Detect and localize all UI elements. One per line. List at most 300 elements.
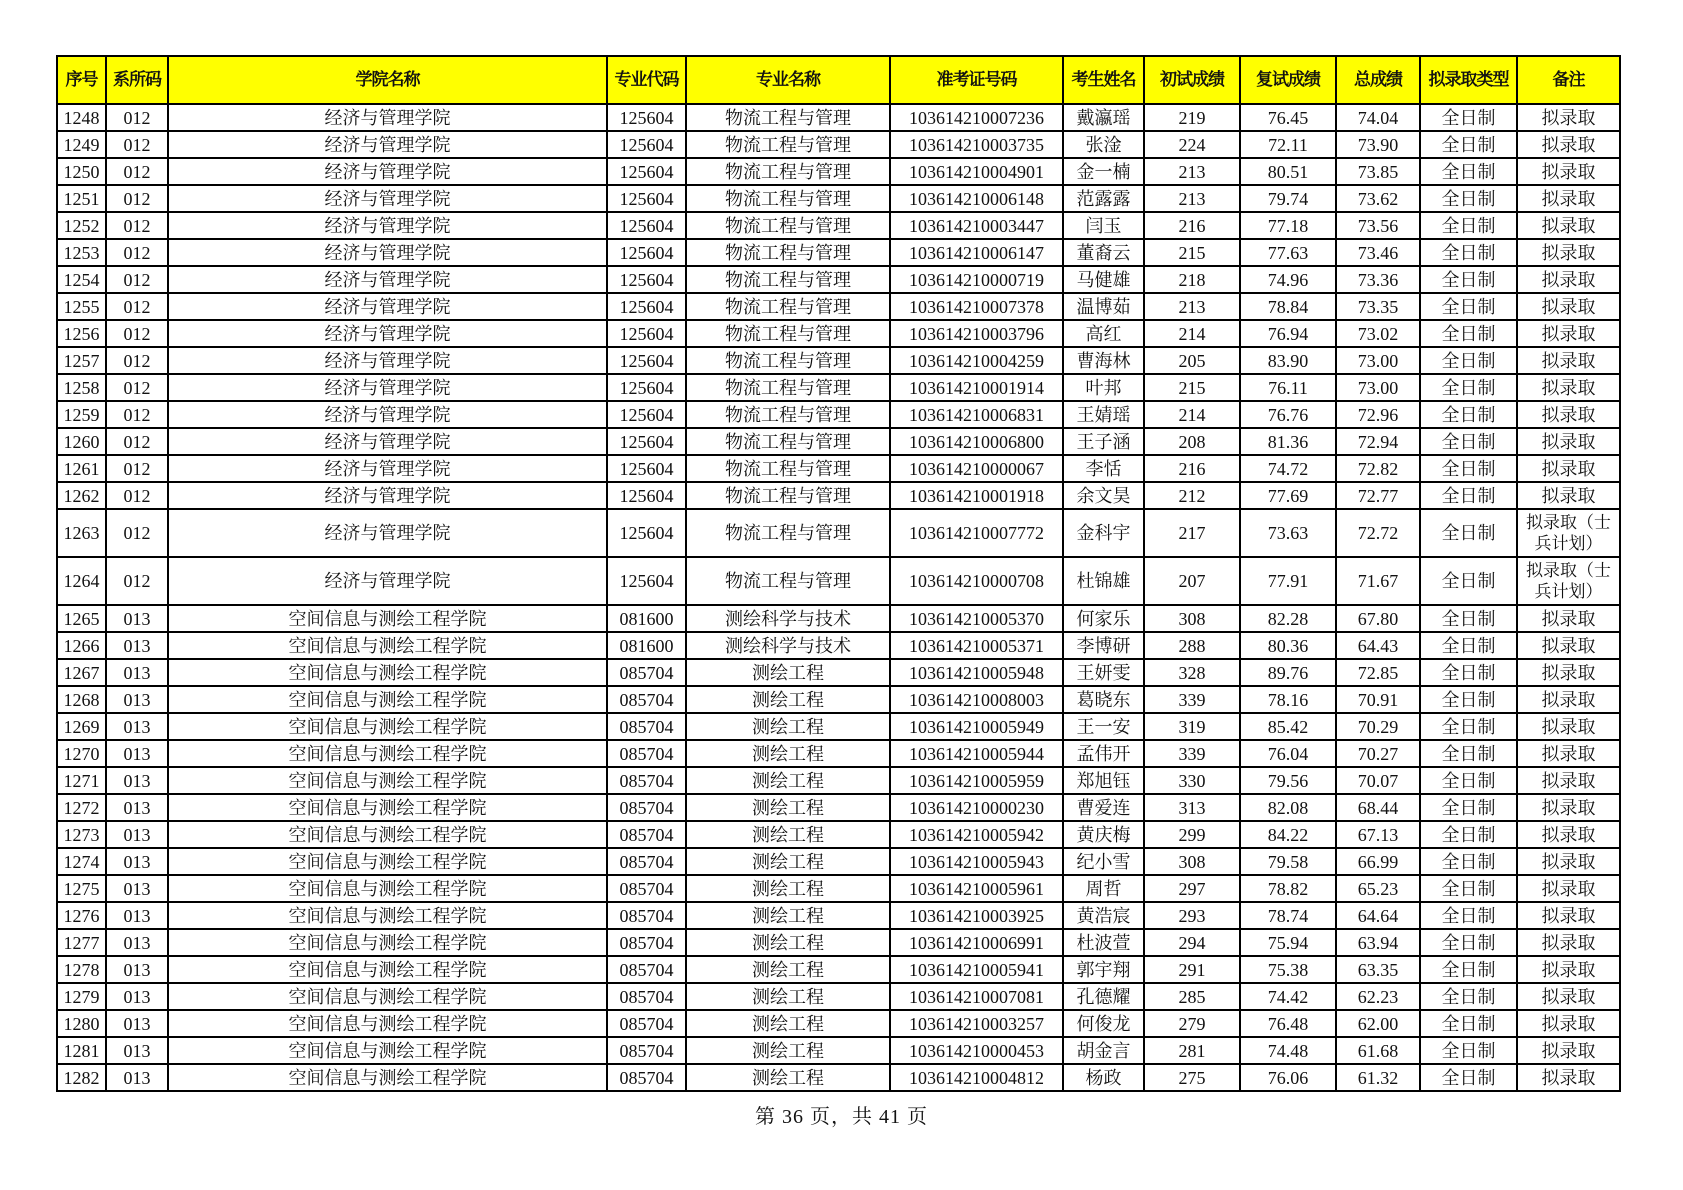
- cell-student-name: 葛晓东: [1063, 686, 1144, 713]
- cell-college-name: 经济与管理学院: [168, 509, 607, 557]
- cell-retest-score: 76.48: [1240, 1010, 1336, 1037]
- cell-total-score: 63.94: [1336, 929, 1420, 956]
- cell-student-name: 何俊龙: [1063, 1010, 1144, 1037]
- cell-dept-code: 013: [106, 740, 168, 767]
- cell-seq: 1267: [57, 659, 106, 686]
- table-row: [57, 902, 1620, 929]
- header-exam-id: 准考证号码: [890, 56, 1063, 104]
- table-row: [57, 875, 1620, 902]
- cell-admission-type: 全日制: [1420, 239, 1517, 266]
- cell-dept-code: 012: [106, 509, 168, 557]
- cell-admission-type: 全日制: [1420, 929, 1517, 956]
- cell-student-name: 黄浩宸: [1063, 902, 1144, 929]
- cell-total-score: 62.23: [1336, 983, 1420, 1010]
- cell-exam-id: 103614210001918: [890, 482, 1063, 509]
- cell-retest-score: 77.18: [1240, 212, 1336, 239]
- cell-admission-type: 全日制: [1420, 875, 1517, 902]
- table-row: [57, 185, 1620, 212]
- cell-total-score: 72.94: [1336, 428, 1420, 455]
- cell-exam-id: 103614210005370: [890, 605, 1063, 632]
- cell-major-code: 085704: [607, 956, 686, 983]
- cell-admission-type: 全日制: [1420, 1064, 1517, 1091]
- cell-remark: 拟录取: [1517, 455, 1620, 482]
- cell-student-name: 周哲: [1063, 875, 1144, 902]
- cell-major-code: 125604: [607, 347, 686, 374]
- cell-seq: 1248: [57, 104, 106, 131]
- cell-college-name: 空间信息与测绘工程学院: [168, 848, 607, 875]
- cell-major-code: 125604: [607, 428, 686, 455]
- cell-total-score: 73.00: [1336, 374, 1420, 401]
- cell-student-name: 王妍雯: [1063, 659, 1144, 686]
- cell-exam-id: 103614210004259: [890, 347, 1063, 374]
- cell-major-name: 物流工程与管理: [686, 212, 890, 239]
- cell-major-name: 测绘工程: [686, 821, 890, 848]
- cell-initial-score: 205: [1144, 347, 1240, 374]
- cell-total-score: 73.35: [1336, 293, 1420, 320]
- cell-initial-score: 207: [1144, 557, 1240, 605]
- cell-admission-type: 全日制: [1420, 293, 1517, 320]
- cell-initial-score: 328: [1144, 659, 1240, 686]
- cell-total-score: 71.67: [1336, 557, 1420, 605]
- cell-retest-score: 80.51: [1240, 158, 1336, 185]
- cell-major-code: 125604: [607, 557, 686, 605]
- cell-dept-code: 013: [106, 902, 168, 929]
- cell-total-score: 61.68: [1336, 1037, 1420, 1064]
- cell-student-name: 杜锦雄: [1063, 557, 1144, 605]
- cell-college-name: 空间信息与测绘工程学院: [168, 740, 607, 767]
- cell-seq: 1278: [57, 956, 106, 983]
- cell-seq: 1282: [57, 1064, 106, 1091]
- cell-major-code: 085704: [607, 713, 686, 740]
- table-row: [57, 1064, 1620, 1091]
- cell-retest-score: 77.91: [1240, 557, 1336, 605]
- cell-dept-code: 012: [106, 455, 168, 482]
- cell-admission-type: 全日制: [1420, 557, 1517, 605]
- cell-student-name: 郭宇翔: [1063, 956, 1144, 983]
- cell-major-code: 085704: [607, 902, 686, 929]
- admission-table: [56, 55, 1621, 1092]
- cell-total-score: 73.56: [1336, 212, 1420, 239]
- cell-college-name: 经济与管理学院: [168, 557, 607, 605]
- table-row: [57, 1037, 1620, 1064]
- cell-admission-type: 全日制: [1420, 347, 1517, 374]
- cell-seq: 1260: [57, 428, 106, 455]
- cell-retest-score: 84.22: [1240, 821, 1336, 848]
- cell-seq: 1276: [57, 902, 106, 929]
- cell-exam-id: 103614210007236: [890, 104, 1063, 131]
- cell-total-score: 72.82: [1336, 455, 1420, 482]
- cell-dept-code: 012: [106, 131, 168, 158]
- cell-college-name: 空间信息与测绘工程学院: [168, 794, 607, 821]
- cell-exam-id: 103614210005941: [890, 956, 1063, 983]
- cell-exam-id: 103614210007378: [890, 293, 1063, 320]
- cell-dept-code: 013: [106, 659, 168, 686]
- cell-total-score: 67.80: [1336, 605, 1420, 632]
- cell-admission-type: 全日制: [1420, 374, 1517, 401]
- cell-retest-score: 80.36: [1240, 632, 1336, 659]
- cell-major-code: 085704: [607, 1010, 686, 1037]
- cell-initial-score: 308: [1144, 848, 1240, 875]
- cell-major-name: 测绘工程: [686, 713, 890, 740]
- cell-major-code: 125604: [607, 239, 686, 266]
- cell-admission-type: 全日制: [1420, 482, 1517, 509]
- cell-total-score: 73.90: [1336, 131, 1420, 158]
- cell-college-name: 空间信息与测绘工程学院: [168, 767, 607, 794]
- cell-exam-id: 103614210006991: [890, 929, 1063, 956]
- cell-exam-id: 103614210000708: [890, 557, 1063, 605]
- cell-retest-score: 79.56: [1240, 767, 1336, 794]
- table-row: [57, 794, 1620, 821]
- cell-college-name: 经济与管理学院: [168, 401, 607, 428]
- cell-student-name: 黄庆梅: [1063, 821, 1144, 848]
- header-total-score: 总成绩: [1336, 56, 1420, 104]
- cell-dept-code: 013: [106, 848, 168, 875]
- cell-college-name: 空间信息与测绘工程学院: [168, 686, 607, 713]
- cell-exam-id: 103614210005944: [890, 740, 1063, 767]
- cell-remark: 拟录取: [1517, 104, 1620, 131]
- cell-total-score: 73.02: [1336, 320, 1420, 347]
- cell-remark: 拟录取: [1517, 212, 1620, 239]
- cell-college-name: 空间信息与测绘工程学院: [168, 713, 607, 740]
- cell-major-name: 测绘科学与技术: [686, 605, 890, 632]
- cell-retest-score: 74.72: [1240, 455, 1336, 482]
- cell-remark: 拟录取: [1517, 401, 1620, 428]
- cell-initial-score: 281: [1144, 1037, 1240, 1064]
- cell-major-code: 085704: [607, 767, 686, 794]
- cell-initial-score: 313: [1144, 794, 1240, 821]
- cell-major-code: 125604: [607, 212, 686, 239]
- cell-major-name: 物流工程与管理: [686, 455, 890, 482]
- cell-retest-score: 75.94: [1240, 929, 1336, 956]
- cell-initial-score: 219: [1144, 104, 1240, 131]
- cell-remark: 拟录取: [1517, 347, 1620, 374]
- cell-student-name: 金一楠: [1063, 158, 1144, 185]
- cell-remark: 拟录取: [1517, 713, 1620, 740]
- cell-seq: 1252: [57, 212, 106, 239]
- cell-college-name: 空间信息与测绘工程学院: [168, 875, 607, 902]
- cell-major-name: 物流工程与管理: [686, 158, 890, 185]
- cell-exam-id: 103614210006148: [890, 185, 1063, 212]
- cell-initial-score: 213: [1144, 158, 1240, 185]
- cell-major-code: 085704: [607, 1037, 686, 1064]
- cell-college-name: 经济与管理学院: [168, 239, 607, 266]
- cell-student-name: 马健雄: [1063, 266, 1144, 293]
- cell-student-name: 闫玉: [1063, 212, 1144, 239]
- cell-seq: 1279: [57, 983, 106, 1010]
- cell-seq: 1255: [57, 293, 106, 320]
- cell-admission-type: 全日制: [1420, 740, 1517, 767]
- cell-retest-score: 77.63: [1240, 239, 1336, 266]
- cell-major-name: 物流工程与管理: [686, 185, 890, 212]
- cell-exam-id: 103614210005959: [890, 767, 1063, 794]
- cell-student-name: 叶邦: [1063, 374, 1144, 401]
- cell-admission-type: 全日制: [1420, 794, 1517, 821]
- cell-college-name: 经济与管理学院: [168, 158, 607, 185]
- cell-seq: 1269: [57, 713, 106, 740]
- table-row: [57, 632, 1620, 659]
- cell-major-name: 物流工程与管理: [686, 239, 890, 266]
- cell-major-name: 物流工程与管理: [686, 266, 890, 293]
- header-college-name: 学院名称: [168, 56, 607, 104]
- cell-dept-code: 013: [106, 983, 168, 1010]
- cell-admission-type: 全日制: [1420, 956, 1517, 983]
- cell-remark: 拟录取: [1517, 293, 1620, 320]
- header-remark: 备注: [1517, 56, 1620, 104]
- table-row: [57, 659, 1620, 686]
- cell-college-name: 经济与管理学院: [168, 212, 607, 239]
- cell-admission-type: 全日制: [1420, 131, 1517, 158]
- cell-initial-score: 299: [1144, 821, 1240, 848]
- cell-major-name: 物流工程与管理: [686, 104, 890, 131]
- cell-admission-type: 全日制: [1420, 686, 1517, 713]
- cell-seq: 1250: [57, 158, 106, 185]
- cell-major-code: 085704: [607, 821, 686, 848]
- table-row: [57, 605, 1620, 632]
- table-row: [57, 212, 1620, 239]
- cell-major-code: 125604: [607, 131, 686, 158]
- cell-retest-score: 78.84: [1240, 293, 1336, 320]
- cell-remark: 拟录取: [1517, 956, 1620, 983]
- cell-student-name: 杨政: [1063, 1064, 1144, 1091]
- cell-seq: 1271: [57, 767, 106, 794]
- cell-initial-score: 216: [1144, 455, 1240, 482]
- cell-total-score: 64.43: [1336, 632, 1420, 659]
- cell-major-code: 125604: [607, 104, 686, 131]
- cell-major-code: 125604: [607, 401, 686, 428]
- cell-admission-type: 全日制: [1420, 848, 1517, 875]
- cell-remark: 拟录取: [1517, 131, 1620, 158]
- cell-exam-id: 103614210006831: [890, 401, 1063, 428]
- cell-remark: 拟录取: [1517, 767, 1620, 794]
- header-retest-score: 复试成绩: [1240, 56, 1336, 104]
- cell-initial-score: 216: [1144, 212, 1240, 239]
- table-row: [57, 821, 1620, 848]
- cell-seq: 1264: [57, 557, 106, 605]
- cell-retest-score: 76.04: [1240, 740, 1336, 767]
- cell-dept-code: 013: [106, 875, 168, 902]
- cell-initial-score: 330: [1144, 767, 1240, 794]
- table-row: [57, 1010, 1620, 1037]
- cell-exam-id: 103614210000719: [890, 266, 1063, 293]
- table-row: [57, 266, 1620, 293]
- cell-seq: 1273: [57, 821, 106, 848]
- cell-total-score: 72.77: [1336, 482, 1420, 509]
- cell-remark: 拟录取: [1517, 740, 1620, 767]
- cell-dept-code: 012: [106, 212, 168, 239]
- cell-major-name: 测绘工程: [686, 1010, 890, 1037]
- table-row: [57, 428, 1620, 455]
- cell-major-name: 物流工程与管理: [686, 401, 890, 428]
- table-row: [57, 347, 1620, 374]
- cell-major-name: 测绘工程: [686, 1064, 890, 1091]
- cell-student-name: 董裔云: [1063, 239, 1144, 266]
- cell-remark: 拟录取: [1517, 659, 1620, 686]
- cell-seq: 1265: [57, 605, 106, 632]
- cell-major-code: 085704: [607, 848, 686, 875]
- cell-initial-score: 297: [1144, 875, 1240, 902]
- cell-major-name: 测绘工程: [686, 686, 890, 713]
- cell-seq: 1254: [57, 266, 106, 293]
- cell-dept-code: 012: [106, 239, 168, 266]
- cell-total-score: 73.85: [1336, 158, 1420, 185]
- cell-college-name: 空间信息与测绘工程学院: [168, 1010, 607, 1037]
- cell-remark: 拟录取: [1517, 605, 1620, 632]
- cell-exam-id: 103614210007772: [890, 509, 1063, 557]
- cell-admission-type: 全日制: [1420, 455, 1517, 482]
- cell-total-score: 70.29: [1336, 713, 1420, 740]
- cell-initial-score: 339: [1144, 686, 1240, 713]
- cell-retest-score: 77.69: [1240, 482, 1336, 509]
- cell-remark: 拟录取: [1517, 632, 1620, 659]
- cell-retest-score: 74.48: [1240, 1037, 1336, 1064]
- cell-retest-score: 82.28: [1240, 605, 1336, 632]
- cell-major-code: 081600: [607, 605, 686, 632]
- cell-total-score: 70.07: [1336, 767, 1420, 794]
- cell-student-name: 孟伟开: [1063, 740, 1144, 767]
- cell-student-name: 何家乐: [1063, 605, 1144, 632]
- cell-initial-score: 339: [1144, 740, 1240, 767]
- table-row: [57, 158, 1620, 185]
- cell-dept-code: 013: [106, 632, 168, 659]
- cell-major-code: 125604: [607, 293, 686, 320]
- cell-college-name: 空间信息与测绘工程学院: [168, 902, 607, 929]
- cell-seq: 1280: [57, 1010, 106, 1037]
- cell-college-name: 空间信息与测绘工程学院: [168, 1037, 607, 1064]
- cell-college-name: 空间信息与测绘工程学院: [168, 983, 607, 1010]
- cell-initial-score: 213: [1144, 293, 1240, 320]
- cell-student-name: 胡金言: [1063, 1037, 1144, 1064]
- cell-retest-score: 73.63: [1240, 509, 1336, 557]
- cell-college-name: 空间信息与测绘工程学院: [168, 929, 607, 956]
- cell-admission-type: 全日制: [1420, 605, 1517, 632]
- cell-retest-score: 76.76: [1240, 401, 1336, 428]
- cell-student-name: 戴瀛瑶: [1063, 104, 1144, 131]
- cell-student-name: 曹爱连: [1063, 794, 1144, 821]
- cell-total-score: 61.32: [1336, 1064, 1420, 1091]
- cell-student-name: 纪小雪: [1063, 848, 1144, 875]
- table-row: [57, 848, 1620, 875]
- cell-exam-id: 103614210008003: [890, 686, 1063, 713]
- cell-major-name: 测绘工程: [686, 767, 890, 794]
- cell-seq: 1256: [57, 320, 106, 347]
- cell-retest-score: 85.42: [1240, 713, 1336, 740]
- table-row: [57, 320, 1620, 347]
- cell-seq: 1259: [57, 401, 106, 428]
- cell-major-name: 测绘工程: [686, 983, 890, 1010]
- cell-seq: 1275: [57, 875, 106, 902]
- cell-student-name: 王一安: [1063, 713, 1144, 740]
- cell-college-name: 经济与管理学院: [168, 104, 607, 131]
- cell-dept-code: 013: [106, 794, 168, 821]
- table-row: [57, 713, 1620, 740]
- cell-major-code: 125604: [607, 509, 686, 557]
- cell-seq: 1249: [57, 131, 106, 158]
- table-row: [57, 557, 1620, 605]
- cell-retest-score: 76.94: [1240, 320, 1336, 347]
- cell-college-name: 空间信息与测绘工程学院: [168, 1064, 607, 1091]
- cell-major-name: 物流工程与管理: [686, 509, 890, 557]
- cell-total-score: 72.85: [1336, 659, 1420, 686]
- cell-total-score: 67.13: [1336, 821, 1420, 848]
- cell-total-score: 68.44: [1336, 794, 1420, 821]
- cell-admission-type: 全日制: [1420, 158, 1517, 185]
- header-major-name: 专业名称: [686, 56, 890, 104]
- cell-retest-score: 78.82: [1240, 875, 1336, 902]
- cell-major-name: 测绘工程: [686, 875, 890, 902]
- header-student-name: 考生姓名: [1063, 56, 1144, 104]
- cell-seq: 1263: [57, 509, 106, 557]
- cell-dept-code: 012: [106, 158, 168, 185]
- cell-total-score: 62.00: [1336, 1010, 1420, 1037]
- cell-retest-score: 72.11: [1240, 131, 1336, 158]
- cell-total-score: 73.36: [1336, 266, 1420, 293]
- table-row: [57, 956, 1620, 983]
- cell-college-name: 空间信息与测绘工程学院: [168, 632, 607, 659]
- table-row: [57, 104, 1620, 131]
- cell-student-name: 张淦: [1063, 131, 1144, 158]
- cell-major-name: 测绘科学与技术: [686, 632, 890, 659]
- cell-seq: 1268: [57, 686, 106, 713]
- cell-college-name: 经济与管理学院: [168, 455, 607, 482]
- cell-major-code: 081600: [607, 632, 686, 659]
- cell-college-name: 经济与管理学院: [168, 374, 607, 401]
- cell-remark: 拟录取: [1517, 1010, 1620, 1037]
- cell-total-score: 64.64: [1336, 902, 1420, 929]
- cell-initial-score: 212: [1144, 482, 1240, 509]
- cell-exam-id: 103614210005371: [890, 632, 1063, 659]
- cell-exam-id: 103614210005949: [890, 713, 1063, 740]
- cell-dept-code: 012: [106, 428, 168, 455]
- cell-retest-score: 82.08: [1240, 794, 1336, 821]
- cell-total-score: 63.35: [1336, 956, 1420, 983]
- cell-initial-score: 214: [1144, 401, 1240, 428]
- cell-seq: 1281: [57, 1037, 106, 1064]
- cell-exam-id: 103614210000453: [890, 1037, 1063, 1064]
- cell-seq: 1272: [57, 794, 106, 821]
- cell-initial-score: 215: [1144, 374, 1240, 401]
- cell-total-score: 70.91: [1336, 686, 1420, 713]
- cell-initial-score: 275: [1144, 1064, 1240, 1091]
- cell-seq: 1258: [57, 374, 106, 401]
- cell-college-name: 经济与管理学院: [168, 428, 607, 455]
- table-row: [57, 509, 1620, 557]
- cell-dept-code: 013: [106, 821, 168, 848]
- cell-student-name: 李恬: [1063, 455, 1144, 482]
- table-row: [57, 686, 1620, 713]
- cell-exam-id: 103614210005942: [890, 821, 1063, 848]
- cell-retest-score: 76.45: [1240, 104, 1336, 131]
- cell-major-name: 测绘工程: [686, 659, 890, 686]
- cell-total-score: 72.72: [1336, 509, 1420, 557]
- cell-remark: 拟录取: [1517, 821, 1620, 848]
- cell-major-code: 125604: [607, 266, 686, 293]
- cell-admission-type: 全日制: [1420, 185, 1517, 212]
- cell-major-code: 085704: [607, 875, 686, 902]
- cell-major-code: 125604: [607, 185, 686, 212]
- cell-exam-id: 103614210001914: [890, 374, 1063, 401]
- cell-remark: 拟录取: [1517, 1064, 1620, 1091]
- cell-major-code: 085704: [607, 929, 686, 956]
- cell-major-name: 测绘工程: [686, 794, 890, 821]
- cell-exam-id: 103614210003796: [890, 320, 1063, 347]
- cell-exam-id: 103614210003735: [890, 131, 1063, 158]
- cell-exam-id: 103614210000230: [890, 794, 1063, 821]
- cell-dept-code: 013: [106, 929, 168, 956]
- cell-major-name: 测绘工程: [686, 848, 890, 875]
- cell-student-name: 王婧瑶: [1063, 401, 1144, 428]
- cell-major-code: 085704: [607, 1064, 686, 1091]
- cell-major-name: 测绘工程: [686, 956, 890, 983]
